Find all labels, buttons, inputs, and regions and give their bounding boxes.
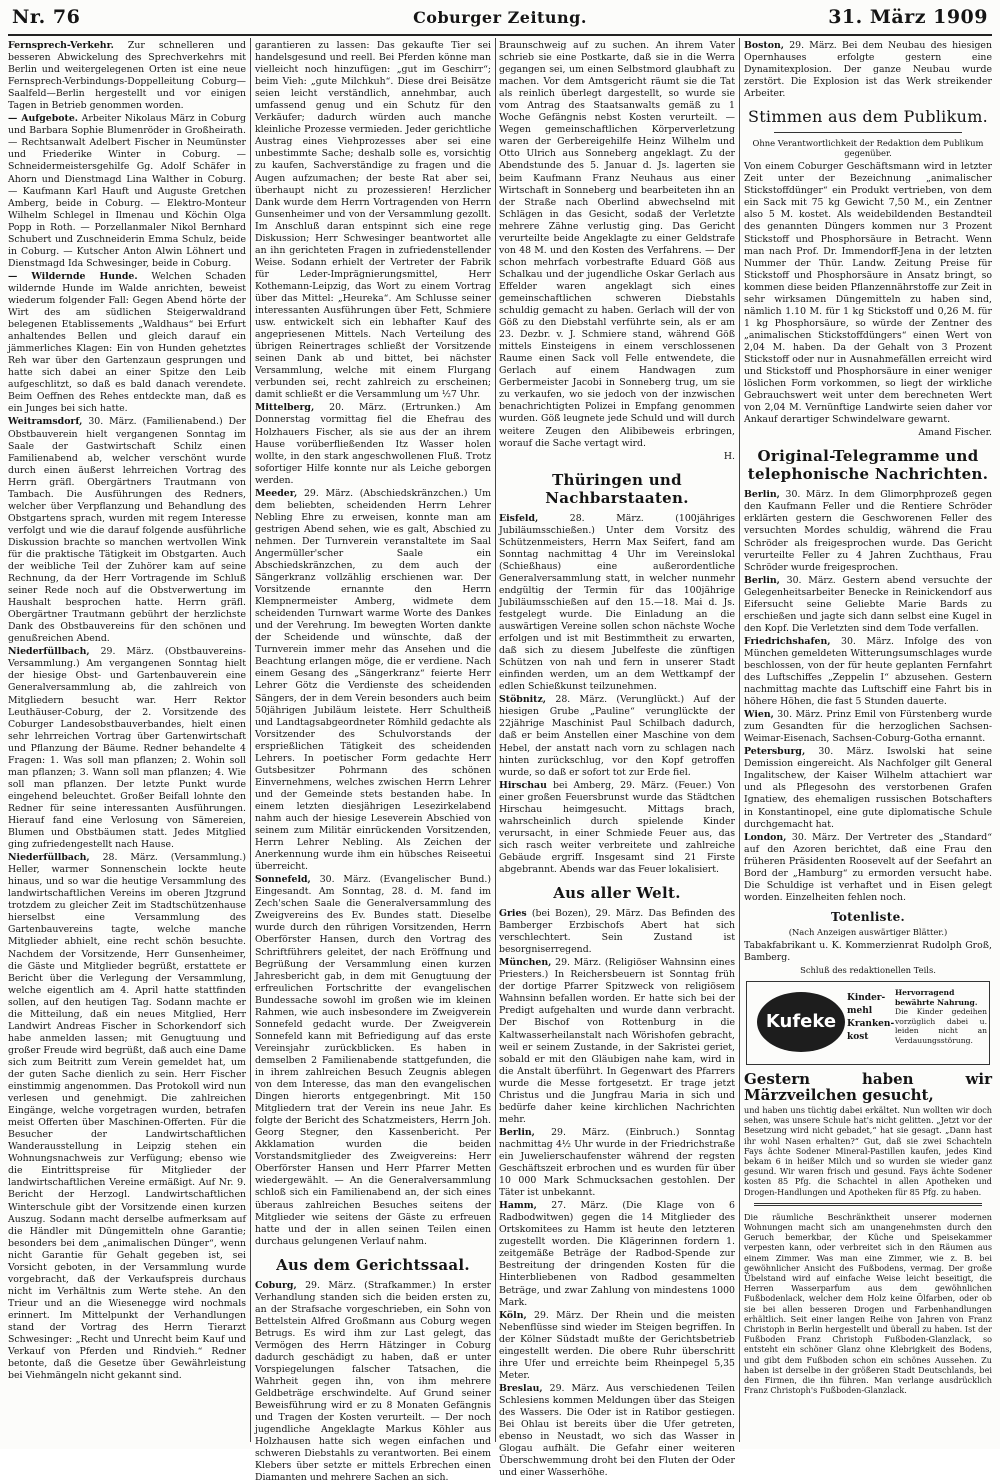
article-text: 20. März. (Ertrunken.) Am Donnerstag vormittag fiel die Ehefrau des Holzhauers Fischer, als sie aus der an ihrem Hause vorüberfließenden Itz Wasser holen wollte, in den stark angeschwollenen Fluß. Trotz sofortiger Hilfe konnte nur als Leiche geborgen werden. bbox=[255, 402, 491, 486]
article-paragraph bbox=[8, 40, 246, 112]
article-dateline: Petersburg, bbox=[744, 746, 806, 758]
article-text: 30. März. (Familienabend.) Der Obstbauverein hielt vergangenen Sonntag im Saale der Gastwirtschaft Schilz einen Familienabend ab, welcher verschönt wurde durch einen äußerst lehrreichen Vortrag des Herrn gräfl. Obergärtners Trautmann von Tambach. Die Ausführungen des Redners, welcher über Verpflanzung und Behandlung des Obstgartens sprach, wurden mit regem Interesse verfolgt und wie die darauf folgende ausführliche Diskussion brachte so manchen wertvollen Wink für die praktische Tätigkeit im Obstgarten. Auch der weibliche Teil der Zuhörer kam auf seine Rechnung, da der Herr Vortragende im Schluß seiner Rede noch auf die Obstverwertung im Haushalt besprochen hatte. Herrn gräfl. Obergärtner Trautmann gebührt der herzlichste Dank des Obstbauvereins für den schönen und genußreichen Abend. bbox=[8, 416, 246, 645]
article-dateline: Köln, bbox=[499, 1309, 527, 1321]
article-text: Arbeiter Nikolaus März in Coburg und Barbara Sophie Blumenröder in Großheirath. — Rechtsanwalt Adelbert Fischer in Neumünster und Friederike Winter in Coburg. — Schneidermeistersgehilfe Gg. Adolf Schäfer in Ahorn und Dienstmagd Lina Walther in Coburg. — Kaufmann Karl Hauft und Auguste Gretchen Amberg, beide in Coburg. — Elektro-Monteur Wilhelm Schlegel in Ilmenau und Köchin Olga Popp in Roth. — Porzellanmaler Nikol Bernhard Schubert und Zuschneiderin Emma Schulz, beide in Coburg. — Kutscher Anton Alwin Löhnert und Dienstmagd Ida Schwesinger, beide in Coburg. bbox=[8, 113, 246, 269]
ad-separator bbox=[754, 1203, 982, 1206]
article-dateline: London, bbox=[744, 831, 787, 843]
article-paragraph bbox=[499, 957, 735, 1126]
kufeke-claim-text: Die Kinder gedeihen vorzüglich dabei u. leiden nicht an Verdauungsstörung. bbox=[895, 1007, 987, 1045]
article-dateline: Berlin, bbox=[744, 489, 780, 501]
article-text: 30. März. Infolge des von München gemeldeten Witterungsumschlages wurde beschlossen, von der für heute geplanten Fernfahrt des Luftschiffes „Zeppelin I“ abzusehen. Gestern nachmittag machte das Luftschiff eine Fahrt bis in höhere Höhen, die fast 5 Stunden dauerte. bbox=[744, 635, 992, 708]
article-paragraph bbox=[8, 113, 246, 270]
article-dateline: — Aufgebote. bbox=[8, 113, 79, 125]
article-paragraph bbox=[499, 1200, 735, 1308]
article-paragraph bbox=[744, 636, 992, 708]
article-dateline: Coburg, bbox=[255, 1279, 297, 1291]
article-paragraph bbox=[8, 416, 246, 645]
kufeke-line: kost bbox=[847, 1032, 869, 1042]
article-dateline: Boston, bbox=[744, 40, 784, 51]
article-paragraph bbox=[499, 780, 735, 876]
heading-rule bbox=[774, 132, 962, 133]
article-paragraph bbox=[499, 1383, 735, 1479]
article-paragraph bbox=[255, 488, 491, 874]
column-3 bbox=[499, 40, 735, 1479]
article-text: Von einem Coburger Geschäftsmann wird in letzter Zeit unter der Bezeichnung „animalischer Stickstoffdünger“ ein Produkt vertrieben, von dem ein Sack mit 75 kg Gewicht 7,50 M., ein Zentner also 5 M. kostet. Als weidebildenden Bestandteil des genannten Düngers kommen nur 3 Prozent Stickstoff und Phosphorsäure in Betracht. Wenn man nach Prof. Dr. Immendorff-Jena in der letzten Nummer der Thür. Landw. Zeitung Preise für Stickstoff und Phosphorsäure in Ansatz bringt, so kommen diese beiden Pflanzennährstoffe zur Zeit in sehr wirksamen Düngemitteln zu haben sind, nämlich 1.10 M. für 1 kg Stickstoff und 0,26 M. für 1 kg Phosphorsäure, so würde der Zentner des „animalischen Stickstoffdüngers“ einen Wert von 2,04 M. haben. Da der Gehalt von 3 Prozent Stickstoff oder nur in Ausnahmefällen erreicht wird und Stickstoff und Phosphorsäure in einer weniger löslichen Form vorkommen, so liegt der wirkliche Gebrauchswert weit unter dem berechneten Wert von 2,04 M. Vernünftige Landwirte seien daher vor Ankauf derartiger Schwindelware gewarnt. bbox=[744, 161, 992, 426]
article-text: 29. März. Aus verschiedenen Teilen Schlesiens kommen Meldungen über das Steigen des Wassers. Die Oder ist in Ratibor gestiegen. Bei Ohlau ist bereits über die Ufer getreten, ebenso in Neustadt, wo sich das Wasser in Glogau aufhält. Die Gefahr einer weiteren Überschwemmung droht bei den Fluten der Oder und einer Wasserhöhe. bbox=[499, 1382, 735, 1479]
article-paragraph bbox=[744, 940, 992, 964]
article-paragraph bbox=[744, 489, 992, 573]
article-text: 30. März. Iswolski hat seine Demission eingereicht. Als Nachfolger gilt General Ingalitschew, der Kaiser Wilhelm attachiert war und als Pflegesohn des verstorbenen Grafen Ignatiew, des ehemaligen russischen Botschafters in Konstantinopel, eine gute diplomatische Schule durchgemacht hat. bbox=[744, 746, 992, 830]
sodener-ad-title: Gestern haben wir Märzveilchen gesucht, bbox=[744, 1070, 992, 1104]
article-dateline: — Wildernde Hunde. bbox=[8, 270, 138, 282]
article-dateline: Hirschau bbox=[499, 779, 547, 791]
section-heading: Totenliste. bbox=[831, 909, 905, 924]
article-paragraph bbox=[255, 40, 491, 401]
article-paragraph bbox=[744, 832, 992, 904]
article-paragraph bbox=[499, 40, 735, 450]
article-paragraph bbox=[8, 852, 246, 1382]
section-heading: Aus aller Welt. bbox=[553, 884, 681, 903]
article-dateline: Weitramsdorf, bbox=[8, 416, 83, 428]
column-divider bbox=[495, 38, 496, 1442]
article-dateline: Berlin, bbox=[499, 1126, 535, 1138]
article-paragraph bbox=[499, 1127, 735, 1199]
article-text: garantieren zu lassen: Das gekaufte Tier sei handelsgesund und reell. Bei Pferden könne man vielleicht noch hinzufügen: „gut im Geschirr“; beim Vieh: „gute Milchkuh“. Diese drei Beisätze seien leicht verständlich, annehmbar, auch umfassend genug und ein Schutz für den Verkäufer; dadurch würden auch manche kleinliche Prozesse vermieden. Jeder gerichtliche Austrag eines Viehprozesses aber sei eine unbestimmte Sache; deshalb solle es, vorsichtig zu kaufen, Sachverständige zu fragen und die Augen aufzumachen; der beste Rat aber sei, überhaupt nicht zu prozessieren! Herzlicher Dank wurde dem Herrn Vortragenden von Herrn Gunsenheimer und von der Versammlung gezollt. Im Anschluß daran entspinnt sich eine rege Diskussion; Herr Schwesinger beantwortet alle an ihn gerichteten Fragen in zufriedenstellender Weise. Sodann erhielt der Vertreter der Fabrik für Leder-Imprägnierungsmittel, Herr Kothemann-Leipzig, das Wort zu einem Vortrag über das Mittel: „Heureka“. Am Schlusse seiner interessanten Ausführungen über Fett, Schmiere usw. entwickelt sich ein lebhafter Kauf des angepriesenen Mittels. Nach Verteilung des übrigen Reinertrages schließt der Vorsitzende seinen Dank ab und bittet, bei nächster Versammlung, welche mit einem Flurgang verbunden sei, recht zahlreich zu erscheinen; damit schließt er die Versammlung um ½7 Uhr. bbox=[255, 40, 491, 401]
kufeke-claim bbox=[895, 988, 987, 1046]
section-heading: Original-Telegramme und telephonische Nachrichten. bbox=[747, 447, 989, 484]
article-paragraph bbox=[744, 161, 992, 426]
article-dateline: Eisfeld, bbox=[499, 512, 539, 524]
article-dateline: Hamm, bbox=[499, 1200, 537, 1212]
article-paragraph bbox=[8, 646, 246, 851]
newspaper-title: Coburger Zeitung. bbox=[413, 8, 587, 27]
article-paragraph bbox=[255, 402, 491, 486]
article-dateline: Niederfüllbach, bbox=[8, 646, 90, 658]
article-text: bei Amberg, 29. März. (Feuer.) Von einer großen Feuersbrunst wurde das Städtchen Hirschau heimgesucht. Mittags brach, wahrscheinlich durch spielende Kinder verursacht, in einer Schmiede Feuer aus, das sich rasch weiter verbreitete und zahlreiche Gebäude ergriff. Insgesamt sind 21 Firste abgebrannt. Abends war das Feuer lokalisiert. bbox=[499, 779, 735, 875]
kufeke-logo: Kufeke bbox=[757, 992, 845, 1052]
kufeke-line: Kranken- bbox=[847, 1019, 895, 1029]
article-text: (bei Bozen), 29. März. Das Befinden des Bamberger Erzbischofs Abert hat sich verschlechtert. Sein Zustand ist besorgniserregend. bbox=[499, 908, 735, 956]
section-heading: Stimmen aus dem Publikum. bbox=[747, 107, 989, 127]
article-text: 30. März. Prinz Emil von Fürstenberg wurde zum Gesandten für die herzoglichen Sachsen-Weimar-Eisenach, Sachsen-Coburg-Gotha ernannt. bbox=[744, 709, 992, 745]
sodener-ad-text: und haben uns tüchtig dabei erkältet. Nun wollten wir doch sehen, was unsere Schule hat's nicht gelitten. „Jetzt vor der Besetzung wird nicht gebadet,“ hat sie gesagt. „Dann hast ihr wohl Nasen erhalten?“ Gut, daß sie zwei Schachteln Fays ächte Sodener Mineral-Pastillen kaufen, jedes Kind bekam 6 in heißer Milch und so wurden sie wieder ganz gesund. Wir waren frisch und gesund. Fays ächte Sodener kosten 85 Pfg. die Schachtel in allen Apotheken und Drogen-Handlungen und Apotheken für 85 Pfg. zu haben. bbox=[744, 1105, 992, 1197]
fussboden-ad-text: Die räumliche Beschränktheit unserer modernen Wohnungen macht sich am unangenehmsten durch den Geruch bemerkbar, der Küche und Speisekammer verpesten kann, oder verbreitet sich in den Räumen aus einem Zimmer. Was man eine Zimmer, wie z. B. bei gewöhnlicher Ansicht des Fußbodens, vermag. Der große Übelstand wird auf einfache Weise leicht beseitigt, die Herren Wasserparfum aus dem gewöhnlichen Fußbodenlack, welcher dem Holz keine Ölfarben, oder ob sie bei allen besseren Drogen und Farbenhandlungen erhältlich. Seit einer langen Reihe von Jahren von Franz Christoph in Berlin hergestellt und überall zu haben. Ist der Fußboden Franz Christoph Fußboden-Glanzlack, so entsteht ein schöner Glanz ohne Klebrigkeit des Bodens, und gibt dem Fußboden schon ein schönes Aussehen. Zu haben ist derselbe in der größeren Stadt Deutschlands, bei den Firmen, die ihn führen. Man verlange ausdrücklich Franz Christoph's Fußboden-Glanzlack. bbox=[744, 1211, 992, 1396]
article-text: Welchen Schaden wildernde Hunde im Walde anrichten, beweist wiederum folgender Fall: Gegen Abend hörte der Wirt des am südlichen Steigerwaldrand belegenen Etablissements „Waldhaus“ bei Erfurt anhaltendes Bellen und gleich darauf ein jämmerliches Klagen: Ein von Hunden gehetztes Reh war über den Gartenzaun gesprungen und hatte sich dabei an einer Spitze den Leib aufgeschlitzt, so daß es bald danach verendete. Beim Oeffnen des Rehes entdeckte man, daß es ein Junges bei sich hatte. bbox=[8, 270, 246, 415]
article-author: Amand Fischer. bbox=[918, 427, 992, 439]
column-divider bbox=[739, 38, 740, 1442]
column-4-articles bbox=[744, 40, 992, 975]
masthead bbox=[0, 0, 1000, 34]
article-paragraph bbox=[255, 1280, 491, 1484]
column-2 bbox=[255, 40, 491, 1484]
article-dateline: Sonnefeld, bbox=[255, 874, 311, 886]
article-text: Braunschweig auf zu suchen. An ihrem Vater schrieb sie eine Postkarte, daß sie in die Werra gegangen sei, um einen Selbstmord glaubhaft zu machen. Vor dem Amtsgericht räumt sie die Tat als reinlich überlegt dargestellt, so wurde sie vom Antrag des Staatsanwalts gemäß zu 1 Woche Gefängnis nebst Kosten verurteilt. — Wegen gemeinschaftlichen Körperverletzung waren der Gerbereigehilfe Heinz Wilhelm und Otto Ulrich aus Sonneberg angeklagt. Zu der Abendstunde des 5. Januar d. Js. lagerten sie beim Kaufmann Franz Neuhaus aus einer Wirtschaft in Sonneberg und bearbeiteten ihn an der Straße nach Oberlind abwechselnd mit Schlägen in das Gesicht, sodaß der Verletzte mehrere Zähne verlustig ging. Das Gericht verurteilte beide Angeklagte zu einer Geldstrafe von 48 M. und den Kosten des Verfahrens. — Der schon mehrfach vorbestrafte Eduard Göß aus Schalkau und der jugendliche Oskar Gerlach aus Effelder waren angeklagt sich eines gemeinschaftlichen schweren Diebstahls schuldig gemacht zu haben. Gerlach will der von Göß zu den Diebstahl verführte sein, als er am 23. Dezbr. v. J. Schmiere stand, während Göß mittels Einsteigens in einem verschlossenen Raume einen Sack voll Felle entwendete, die Gerlach auf einem Handwagen zum Gerbermeister Jacobi in Sonneberg trug, um sie zu verkaufen, wo sie jedoch von der inzwischen benachrichtigten Polizei in Empfang genommen wurden. Göß leugnete jede Schuld und will durch weitere Zeugen den Alibibeweis erbringen, worauf die Sache vertagt wird. bbox=[499, 40, 735, 449]
editorial-note: (Nach Anzeigen auswärtiger Blätter.) bbox=[788, 926, 948, 937]
section-heading: Thüringen und Nachbarstaaten. bbox=[545, 470, 689, 507]
column-4 bbox=[744, 40, 992, 1440]
issue-number: Nr. 76 bbox=[12, 6, 81, 28]
article-text: 30. März. (Evangelischer Bund.) Eingesandt. Am Sonntag, 28. d. M. fand im Zech'schen Saale die Generalversammlung des Zweigvereins des Ev. Bundes statt. Dieselbe wurde durch den rührigen Vorsitzenden, Herrn Oberförster Hansen, durch den Vortrag des Schriftführers geleitet, der nach Eröffnung und Begrüßung der Versammlung einen kurzen Jahresbericht gab, in dem mit Genugtuung der erfreulichen Fortschritte der evangelischen Bundessache sowohl im großen wie im kleinen Rahmen, wie auch insbesondere im Zweigverein Sonnefeld gedacht wurde. Der Zweigverein Sonnefeld kann mit Befriedigung auf das erste Vereinsjahr zurückblicken. Es haben in demselben 2 Familienabende stattgefunden, die in ihrem zahlreichen Besuch Zeugnis ablegen von dem Interesse, das man den evangelischen Dingen hierorts entgegenbringt. Mit 150 Mitgliedern trat der Verein ins neue Jahr. Es folgte der Bericht des Schatzmeisters, Herrn Joh. Georg Stegner, den Kassenbericht. Per Akklamation wurden die beiden Vorstandsmitglieder des Zweigvereins: Herr Oberförster Hansen und Herr Pfarrer Metten wiedergewählt. — An die Generalversammlung schloß sich ein Familienabend an, der sich eines überaus zahlreichen Besuches seitens der Mitglieder wie seitens der Gäste zu erfreuen hatte und der in allen seinen Teilen einen durchaus gelungenen Verlauf nahm. bbox=[255, 874, 491, 1247]
article-dateline: Niederfüllbach, bbox=[8, 852, 90, 864]
article-text: Zur schnelleren und besseren Abwickelung des Sprechverkehrs mit Berlin und weitergelegenen Orten ist eine neue Fernsprech-Verbindungs-Doppelleitung Coburg—Saalfeld—Berlin hergestellt und vor einigen Tagen in Betrieb genommen worden. bbox=[8, 40, 246, 112]
article-text: 29. März. (Religiöser Wahnsinn eines Priesters.) In Reichersbeuern ist Sonntag früh der dortige Pfarrer Spitzweck von religiösem Wahnsinn befallen worden. Er hatte sich bei der Predigt aufgehalten und wurde dann verbracht. Der Bischof von Rottenburg in die Kaltwasserheilanstalt nach Wörishofen gebracht, weil er seinem Zustande, in der Sakristei geriet, sobald er mit den Gläubigen nahe kam, wird in die Anstalt überführt. In Gegenwart des Pfarrers wurde die Messe fortgesetzt. Er trage jetzt Christus und die Jungfrau Maria in sich und bedürfe daher keine kirchlichen Nachrichten mehr. bbox=[499, 957, 735, 1125]
article-dateline: Meeder, bbox=[255, 487, 298, 499]
article-paragraph bbox=[499, 1310, 735, 1382]
article-text: 28. März. (100jähriges Jubiläumsschießen.) Unter dem Vorsitz des Schützenmeisters, Herrn Max Seifert, fand am Sonntag nachmittag 4 Uhr im Vereinslokal (Schießhaus) eine außerordentliche Generalversammlung statt, in welcher nunmehr endgültig der Termin für das 100jährige Jubiläumsschießen auf den 15.—18. Mai d. Js. festgelegt wurde. Die Einladung an die auswärtigen Vereine sollen schon nächste Woche erfolgen und ist mit Bestimmtheit zu erwarten, daß sich zu diesem Jubelfeste die zünftigen Schützen von nah und fern in unserer Stadt einfinden werden, um an dem Wettkampf der edlen Schießkunst teilzunehmen. bbox=[499, 512, 735, 693]
article-dateline: Breslau, bbox=[499, 1382, 543, 1394]
article-text: 29. März. (Abschiedskränzchen.) Um dem beliebten, scheidenden Herrn Lehrer Nebling Ehre zu erweisen, konnte man am gestrigen Abend sehen, wie es galt, Abschied zu nehmen. Der Turnverein veranstaltete im Saal Angermüller'scher Saale ein Abschiedskränzchen, zu dem auch der Sängerkranz vollzählig erschienen war. Der Vorsitzende ernannte den Herrn Klempnermeister Amberg, widmete dem scheidenden Turnwart warme Worte des Dankes und der Verehrung. Im bewegten Worten dankte der Scheidende und wünschte, daß der Turnverein immer mehr das Ansehen und die Beachtung erlangen möge, die er verdiene. Nach einem Gesang des „Sängerkranz“ feierte Herr Lehrer Götz die Verdienste des scheidenden Sängers, der in dem Verein besonders auch beim 50jährigen Jubiläum leistete. Herr Schultheiß und Landtagsabgeordneter Römhild gedachte als Vorsitzender des Schulvorstands der ersprießlichen Tätigkeit des scheidenden Lehrers. In poetischer Form gedachte Herr Gutsbesitzer Pohrmann des schönen Einvernehmens, welches zwischen Herrn Lehrer und der Gemeinde stets bestanden habe. In einem letzten diesjährigen Lesezirkelabend nahm auch der hiesige Leseverein Abschied von seinem zum Militär einrückenden Vorsitzenden, Herrn Lehrer Nebling. Als Zeichen der Anerkennung wurde ihm ein hübsches Reiseetui überreicht. bbox=[255, 487, 491, 873]
article-paragraph bbox=[744, 40, 992, 100]
column-divider bbox=[250, 38, 251, 1442]
editorial-note: Schluß des redaktionellen Teils. bbox=[800, 965, 936, 975]
article-author: H. bbox=[723, 450, 735, 462]
article-dateline: Mittelberg, bbox=[255, 402, 315, 414]
article-paragraph bbox=[499, 694, 735, 778]
kufeke-line: Kinder- bbox=[847, 993, 886, 1003]
article-text: 28. März. (Versammlung.) Heller, warmer Sonnenschein lockte heute hinaus, und so war die heutige Versammlung des landwirtschaftlichen Vereins im oberen Jtzgrund trotzdem zu gleicher Zeit im Stadtschützenhause hierselbst eine Versammlung des Gartenbauvereins tagte, welche manche Mitglieder abhielt, eine recht schön besuchte. Nachdem der Vorsitzende, Herr Gunsenheimer, die Gäste und Mitglieder begrüßt, erstattete er Bericht über die Verlegung der Versammlung, welche eigentlich am 4. April hatte stattfinden sollen, auf den heutigen Tag. Sodann machte er die Mitteilung, daß ein neues Mitglied, Herr Landwirt Andreas Fischer in Schorkendorf sich habe anmelden lassen; mit Genugtuung und großer Freude wird begrüßt, daß auch eine Dame sich zum Beitritt zum Verein gemeldet hat, um der guten Sache dienlich zu sein. Herr Fischer einstimmig angenommen. Das Protokoll wird nun verlesen und genehmigt. Die zahlreichen Eingänge, welche vorgetragen wurden, betrafen meist Offerten über Maschinen-Offerten. Für die Besucher der Landwirtschaftlichen Wanderausstellung in Leipzig stehen ein Wohnungsnachweis zur Verfügung; ebenso wie die Eintrittspreise für Mitglieder der landwirtschaftlichen Vereine ermäßigt. Auf Nr. 9. Bericht der Herzogl. Landwirtschaftlichen Winterschule gibt der Vorsitzende einen kurzen Auszug. Sodann macht derselbe aufmerksam auf die Händler mit Düngemitteln ohne Garantie; besonders bei dem „animalischen Dünger“, wenn nicht Garantie für Gehalt gegeben ist, sei Vorsicht geboten, in der Versammlung wurde vorgebracht, daß der Verkaufspreis durchaus nicht im Verhältnis zum Werte stehe. An den Trieur und an die Wiesenegge wird nochmals erinnert. Im Mittelpunkt der Verhandlungen stand der Vortrag des Herrn Tierarzt Schwesinger: „Recht und Unrecht beim Kauf und Verkauf von Pferden und Rindvieh.“ Redner betonte, daß die Gesetze über Gewährleistung bei Viehmängeln nicht gekannt sind. bbox=[8, 852, 246, 1382]
article-text: Tabakfabrikant u. K. Kommerzienrat Rudolph Groß, Bamberg. bbox=[744, 939, 992, 963]
article-text: 30. März. Gestern abend versuchte der Gelegenheitsarbeiter Benecke in Reinickendorf aus Eifersucht seine Geliebte Marie Bards zu erschießen und jagte sich dann selbst eine Kugel in den Kopf. Die Verletzten sind dem Tode verfallen. bbox=[744, 574, 992, 634]
article-paragraph bbox=[8, 271, 246, 416]
article-text: 29. März. Der Rhein und die meisten Nebenflüsse sind wieder im Steigen begriffen. In der Kölner Südstadt mußte der Gerichtsbetrieb eingestellt werden. Die obere Ruhr überschritt ihre Ufer und erreichte beim Rheinpegel 5,35 Meter. bbox=[499, 1309, 735, 1381]
article-dateline: Gries bbox=[499, 908, 527, 920]
article-text: 29. März. (Einbruch.) Sonntag nachmittag 4½ Uhr wurde in der Friedrichstraße ein Juwelierschaufenster während der regsten Geschäftszeit erbrochen und es wurden für über 10 000 Mark Schmucksachen gestohlen. Der Täter ist unbekannt. bbox=[499, 1126, 735, 1199]
article-text: 30. März. Der Vertreter des „Standard“ auf den Azoren berichtet, daß eine Frau den früheren Präsidenten Roosevelt auf der Seefahrt an Bord der „Hamburg“ zu ermorden versucht habe. Die Schuldige ist verhaftet und in Eisen gelegt worden. Einzelheiten fehlen noch. bbox=[744, 831, 992, 903]
article-dateline: Berlin, bbox=[744, 574, 780, 586]
article-text: 29. März. (Obstbauvereins-Versammlung.) Am vergangenen Sonntag hielt der hiesige Obst- und Gartenbauverein eine Generalversammlung ab, die zahlreich von Mitgliedern besucht war. Herr Rektor Leuthäuser-Coburg, der 2. Vorsitzende des Coburger Landesobstbauverbandes, hielt einen sehr lehrreichen Vortrag über Gartenwirtschaft und Pflanzung der Bäume. Redner behandelte 4 Fragen: 1. Was soll man pflanzen; 2. Wohin soll man pflanzen; 3. Wann soll man pflanzen; 4. Wie soll man pflanzen. Der letzte Punkt wurde eingehend beleuchtet. Großer Beifall lohnte den Redner für seine interessanten Ausführungen. Hierauf fand eine Verlosung von Sämereien, Blumen und Obstbäumen statt. Jedes Mitglied ging zufriedengestellt nach Hause. bbox=[8, 646, 246, 851]
kufeke-advertisement bbox=[746, 981, 990, 1065]
article-paragraph bbox=[744, 575, 992, 635]
article-paragraph bbox=[255, 874, 491, 1247]
kufeke-claim-head: Hervorragend bewährte Nahrung. bbox=[895, 988, 978, 1007]
masthead-rule bbox=[8, 34, 992, 36]
kufeke-product-lines bbox=[847, 992, 895, 1044]
article-paragraph bbox=[499, 513, 735, 694]
article-text: 28. März. (Verunglückt.) Auf der hiesigen Grube „Pauline“ verunglückte der 22jährige Maschinist Paul Schilbach dadurch, daß er beim Anstellen einer Maschine von dem Hebel, der anstatt nach vorn zu schlagen nach hinten zurückschlug, vor den Kopf getroffen wurde, so daß er sofort tot zur Erde fiel. bbox=[499, 694, 735, 778]
article-dateline: Wien, bbox=[744, 709, 774, 721]
column-1 bbox=[8, 40, 246, 1440]
article-dateline: Friedrichshafen, bbox=[744, 635, 831, 647]
article-text: 29. März. (Strafkammer.) In erster Verhandlung standen sich die beiden ersten zu, an der Strafsache vorgeschrieben, ein Sohn von Bettelstein Alfred Großmann aus Coburg wegen Betrugs. Es wird ihm zur Last gelegt, das Vermögen des Herrn Hätzinger in Coburg dadurch geschädigt zu haben, daß er unter Vorspiegelungen falscher Tatsachen, die Wahrheit gegen ihn, von ihm mehrere Geldbeträge erschwindelte. Auf Grund seiner Beweisführung wird er zu 8 Monaten Gefängnis und Tragen der Kosten verurteilt. — Der noch jugendliche Angeklagte Markus Köhler aus Holzhausen hatte sich wegen einfachen und schweren Diebstahls zu verantworten. Bei einem Klebers über setzte er mittels Erbrechen einen Diamanten und mehrere Sachen an sich. bbox=[255, 1279, 491, 1484]
article-dateline: Fernsprech-Verkehr. bbox=[8, 40, 114, 51]
editorial-note: Ohne Verantwortlichkeit der Redaktion dem Publikum gegenüber. bbox=[752, 138, 984, 159]
kufeke-line: mehl bbox=[847, 1006, 873, 1016]
article-text: 30. März. In dem Glimorphprozeß gegen den Kaufmann Feller und die Rentiere Schröder erklärten gestern die Geschworenen Feller des versuchten Mordes schuldig, während die Frau Schröder als freigesprochen wurde. Das Gericht verurteilte Feller zu 4 Jahren Zuchthaus, Frau Schröder wurde freigesprochen. bbox=[744, 489, 992, 573]
article-paragraph bbox=[744, 746, 992, 830]
article-paragraph bbox=[499, 908, 735, 956]
article-text: 27. März. (Die Klage von 6 Radbodwitwen) gegen die 14 Mitglieder des Ortskomitees zu Hamm ist heute den letzteren zugestellt worden. Die Klägerinnen fordern 1. zeitgemäße Beträge der Radbod-Spende zur Bestreitung der dringenden Kosten für die Hinterbliebenen von Radbod gesammelten Beträge, und zwar Zahlung von mindestens 1000 Mark. bbox=[499, 1200, 735, 1308]
article-text: 29. März. Bei dem Neubau des hiesigen Opernhauses erfolgte gestern eine Dynamitexplosion. Der ganze Neubau wurde zerstört. Die Explosion ist das Werk streikender Arbeiter. bbox=[744, 40, 992, 100]
issue-date: 31. März 1909 bbox=[828, 6, 988, 28]
article-dateline: Stöbnitz, bbox=[499, 694, 547, 706]
article-dateline: München, bbox=[499, 957, 552, 969]
article-paragraph bbox=[744, 709, 992, 745]
section-heading: Aus dem Gerichtssaal. bbox=[276, 1255, 470, 1274]
